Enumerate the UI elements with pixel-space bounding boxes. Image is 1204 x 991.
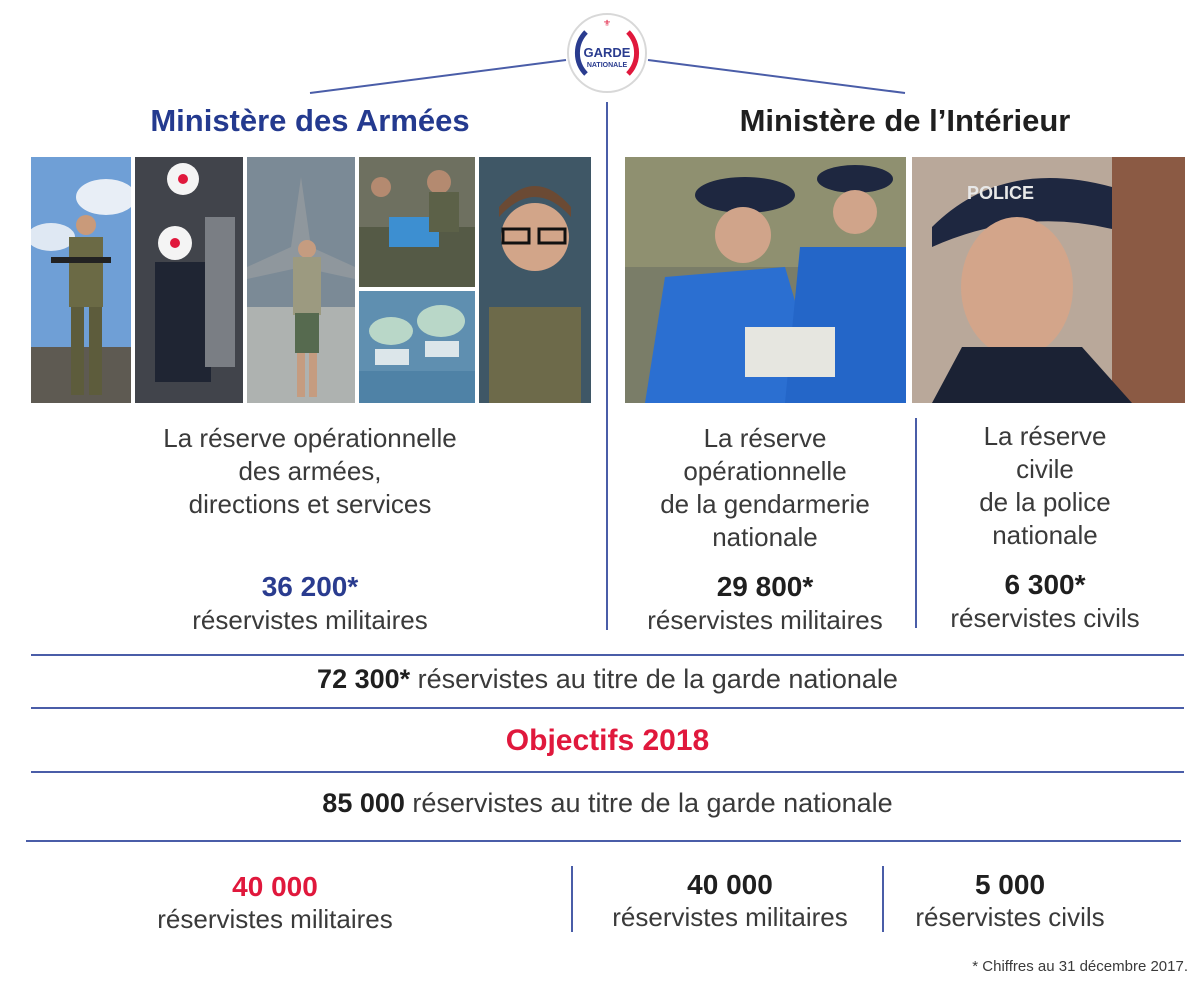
policewoman-photo: [912, 157, 1185, 403]
gendarmes-photo: [625, 157, 906, 403]
objectives-total-row: [31, 788, 1184, 819]
soldier-photo: [31, 157, 131, 403]
navy-sailors-photo: [135, 157, 243, 403]
objectives-armees-number: 40 000: [232, 871, 318, 902]
gendarmerie-unit: réservistes militaires: [647, 605, 883, 635]
armees-description: La réserve opérationnelle des armées, directions et services: [163, 423, 457, 519]
gendarmerie-description: La réserve opérationnelle de la gendarmerie nationale: [660, 423, 870, 552]
fighter-jet-photo: [247, 157, 355, 403]
total-row: [31, 664, 1184, 695]
police-cap-text: POLICE: [967, 183, 1035, 203]
surgeons-photo: [359, 291, 475, 403]
objectives-divider-1: [571, 866, 573, 932]
logo-line2: NATIONALE: [586, 62, 628, 69]
police-unit: réservistes civils: [950, 603, 1140, 633]
objectives-gendarmerie-number: 40 000: [687, 869, 773, 900]
total-label: réservistes au titre de la garde nationale: [417, 664, 898, 694]
interieur-title: Ministère de l’Intérieur: [739, 103, 1071, 138]
objectives-title: Objectifs 2018: [505, 724, 710, 757]
objectives-divider-2: [882, 866, 884, 932]
armees-unit: réservistes militaires: [192, 605, 428, 635]
medical-team-photo: [359, 157, 475, 287]
logo-line1: GARDE: [583, 45, 631, 60]
police-number: 6 300*: [1004, 569, 1086, 600]
rule-3: [31, 771, 1184, 773]
objectives-police-number: 5 000: [974, 869, 1046, 900]
objectives-total-number: 85 000: [322, 788, 405, 818]
armees-title: Ministère des Armées: [150, 103, 470, 138]
center-divider: [606, 102, 608, 630]
police-description: La réserve civile de la police nationale: [979, 421, 1111, 550]
objectives-gendarmerie-unit: réservistes militaires: [612, 902, 848, 932]
gendarmerie-number: 29 800*: [716, 571, 814, 602]
logo-connectors: [0, 0, 1204, 110]
rule-1: [31, 654, 1184, 656]
svg-text:⚜: ⚜: [602, 18, 612, 28]
objectives-police-unit: réservistes civils: [915, 902, 1105, 932]
objectives-total-label: réservistes au titre de la garde nationale: [412, 788, 893, 818]
footnote: * Chiffres au 31 décembre 2017.: [972, 958, 1188, 975]
cyber-reservist-photo: [479, 157, 591, 403]
total-number: 72 300*: [317, 664, 411, 694]
rule-2: [31, 707, 1184, 709]
rule-4: [26, 840, 1181, 842]
armees-number: 36 200*: [261, 571, 359, 602]
objectives-armees-unit: réservistes militaires: [157, 904, 393, 934]
right-divider: [915, 418, 917, 628]
